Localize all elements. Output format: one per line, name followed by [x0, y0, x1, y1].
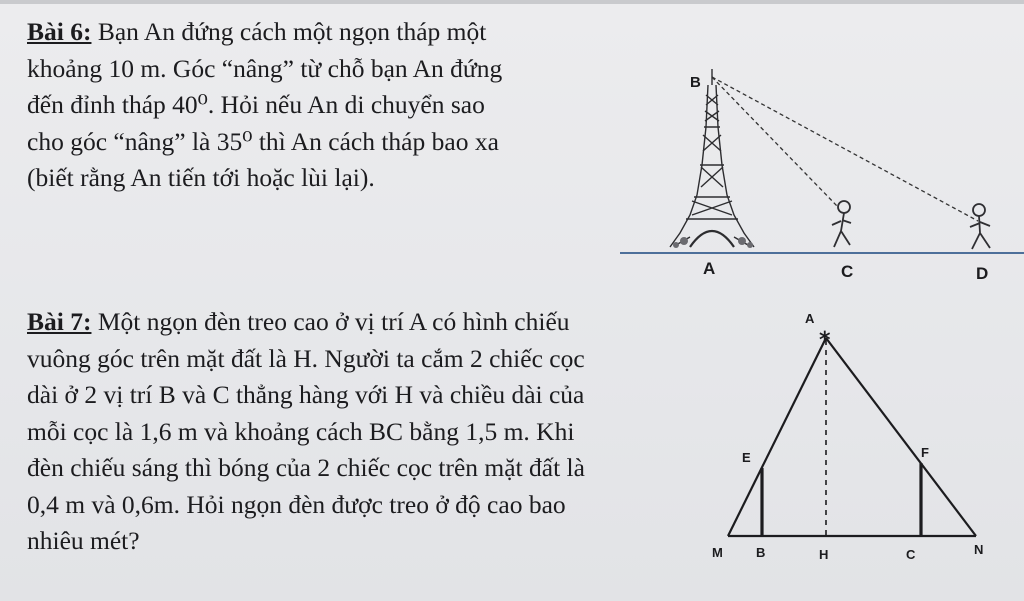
label-b: B: [690, 74, 701, 91]
top-edge: [0, 0, 1024, 4]
label-c: C: [841, 262, 854, 281]
label-n: N: [974, 542, 984, 557]
tower-base-decoration: [673, 237, 753, 248]
label-c7: C: [906, 547, 916, 562]
label-d: D: [976, 264, 989, 283]
eiffel-tower-icon: [670, 69, 754, 247]
problem-6-line-3: đến đỉnh tháp 40⁰. Hỏi nếu An di chuyển sao: [27, 90, 485, 119]
problem-6-line-1: Bài 6: Bạn An đứng cách một ngọn tháp một: [27, 17, 487, 46]
problem-7-line-7: nhiêu mét?: [27, 526, 140, 555]
problem-7: [27, 304, 692, 560]
problem-6-line-5: (biết rằng An tiến tới hoặc lùi lại).: [27, 163, 375, 192]
problem-7-line-3: dài ở 2 vị trí B và C thẳng hàng với H và chiều dài của: [27, 380, 585, 409]
person-d-icon: [970, 204, 990, 249]
label-a: A: [703, 259, 716, 278]
label-a7: A: [805, 311, 815, 326]
lamp-figure: [700, 300, 1024, 580]
line-an: [826, 338, 976, 536]
sight-line-c: [712, 77, 838, 207]
problem-6-title: Bài 6:: [27, 17, 92, 46]
problem-7-line-1: Bài 7: Một ngọn đèn treo cao ở vị trí A có hình chiếu: [27, 307, 570, 336]
problem-7-line-4: mỗi cọc là 1,6 m và khoảng cách BC bằng 1,5 m. Khi: [27, 416, 575, 446]
problem-7-title: Bài 7:: [27, 307, 92, 336]
sight-line-d: [712, 77, 978, 221]
line-am: [728, 338, 826, 536]
problem-6: [27, 14, 617, 197]
label-e: E: [742, 450, 751, 465]
problem-7-line-5: đèn chiếu sáng thì bóng của 2 chiếc cọc trên mặt đất là: [27, 453, 585, 482]
label-b7: B: [756, 545, 766, 560]
label-h: H: [819, 547, 829, 562]
label-m: M: [712, 545, 723, 560]
problem-6-line-2: khoảng 10 m. Góc “nâng” từ chỗ bạn An đứng: [27, 53, 503, 83]
problem-7-line-2: vuông góc trên mặt đất là H. Người ta cắm 2 chiếc cọc: [27, 343, 585, 373]
tower-figure: [610, 55, 1024, 290]
problem-6-line-4: cho góc “nâng” là 35⁰ thì An cách tháp bao xa: [27, 126, 499, 156]
lamp-star-icon: *: [819, 328, 831, 353]
label-f: F: [921, 445, 929, 460]
problem-7-line-6: 0,4 m và 0,6m. Hỏi ngọn đèn được treo ở độ cao bao: [27, 489, 566, 519]
person-c-icon: [832, 201, 851, 247]
